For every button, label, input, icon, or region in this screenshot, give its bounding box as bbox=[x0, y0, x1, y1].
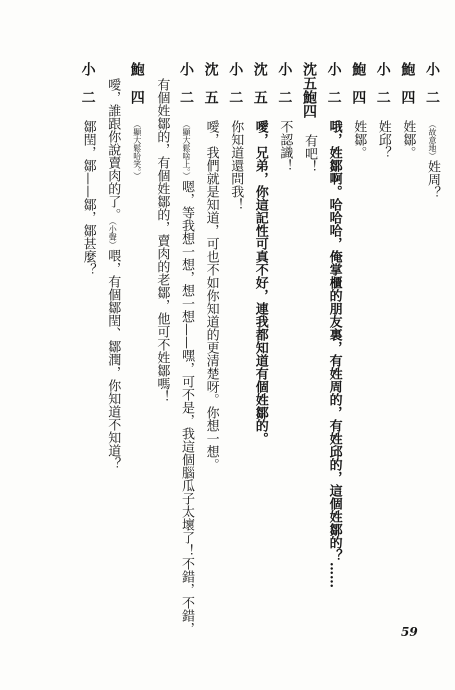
dialogue-text: 哦，姓鄒啊。哈哈哈，俺掌櫃的朋友裏，有姓周的，有姓邱的，這個姓鄒的？…… bbox=[326, 120, 342, 588]
dialogue-text: 有個姓鄒的，有個姓鄒的，賣肉的老鄒，他可不姓鄒嗎！ bbox=[154, 78, 170, 403]
dialogue-line bbox=[276, 62, 292, 172]
dialogue-line bbox=[104, 62, 120, 470]
dialogue-line bbox=[129, 62, 145, 180]
dialogue-line bbox=[424, 62, 440, 199]
dialogue-line bbox=[227, 62, 243, 211]
dialogue-line bbox=[326, 62, 342, 588]
speaker-name: 沈 五 bbox=[202, 62, 219, 104]
dialogue-line bbox=[203, 62, 219, 471]
dialogue-text: 噯，兄弟，你這記性可真不好，連我都知道有個姓鄒的。 bbox=[252, 120, 268, 445]
speaker-name: 鮑 四 bbox=[399, 62, 416, 104]
speaker-name: 小 二 bbox=[227, 62, 244, 104]
dialogue-text: 有吧！ bbox=[302, 134, 317, 173]
dialogue-text: 喂，有個鄒閏、鄒潤，你知道不知道？ bbox=[105, 249, 121, 470]
dialogue-text: 不認識！ bbox=[277, 120, 293, 172]
dialogue-line bbox=[252, 62, 268, 445]
dialogue-text: 噯，誰跟你說賣肉的了。 bbox=[105, 78, 121, 221]
dialogue-text: 嗯，等我想一想，想一想——嘿，可不是，我這個腦瓜子太壞了！不錯，不錯， bbox=[179, 180, 194, 635]
dialogue-line bbox=[153, 62, 169, 403]
stage-direction: （顯大鬆哈笑。） bbox=[132, 120, 142, 180]
dialogue-text: 噯，我們就是知道，可也不如你知道的更清楚呀。你想一想。 bbox=[203, 120, 219, 471]
page-number: 59 bbox=[401, 625, 418, 639]
dialogue-text: 姓邱？ bbox=[375, 120, 391, 159]
dialogue-line bbox=[399, 62, 415, 159]
speaker-name: 小 二 bbox=[79, 62, 96, 104]
speaker-name: 鮑 四 bbox=[128, 62, 145, 104]
dialogue-text: 姓鄒。 bbox=[351, 120, 367, 159]
dialogue-text: 鄒閏，鄒——鄒，鄒甚麼？ bbox=[80, 120, 96, 276]
dialogue-text: 姓鄒。 bbox=[400, 120, 416, 159]
dialogue-text: 你知道還問我！ bbox=[228, 120, 244, 211]
speaker-name: 沈 五 bbox=[251, 62, 268, 104]
dialogue-line bbox=[80, 62, 96, 276]
dialogue-line bbox=[178, 62, 194, 635]
speaker-name: 鮑 四 bbox=[350, 62, 367, 104]
speaker-name: 小 二 bbox=[374, 62, 391, 104]
speaker-name: 小 二 bbox=[325, 62, 342, 104]
dialogue-line bbox=[375, 62, 391, 159]
dialogue-text: 姓周？ bbox=[425, 160, 440, 199]
speaker-name: 小 二 bbox=[276, 62, 293, 104]
dialogue-line bbox=[350, 62, 366, 159]
stage-direction: （故意地） bbox=[428, 120, 437, 160]
dialogue-line bbox=[301, 62, 317, 173]
speaker-name: 小 二 bbox=[424, 62, 440, 104]
stage-direction: （小聲） bbox=[108, 221, 118, 249]
speaker-name: 小 二 bbox=[178, 62, 194, 104]
stage-direction: （顯大鬆啥上。） bbox=[182, 120, 191, 180]
speaker-name: 沈五鮑四 bbox=[301, 62, 317, 118]
